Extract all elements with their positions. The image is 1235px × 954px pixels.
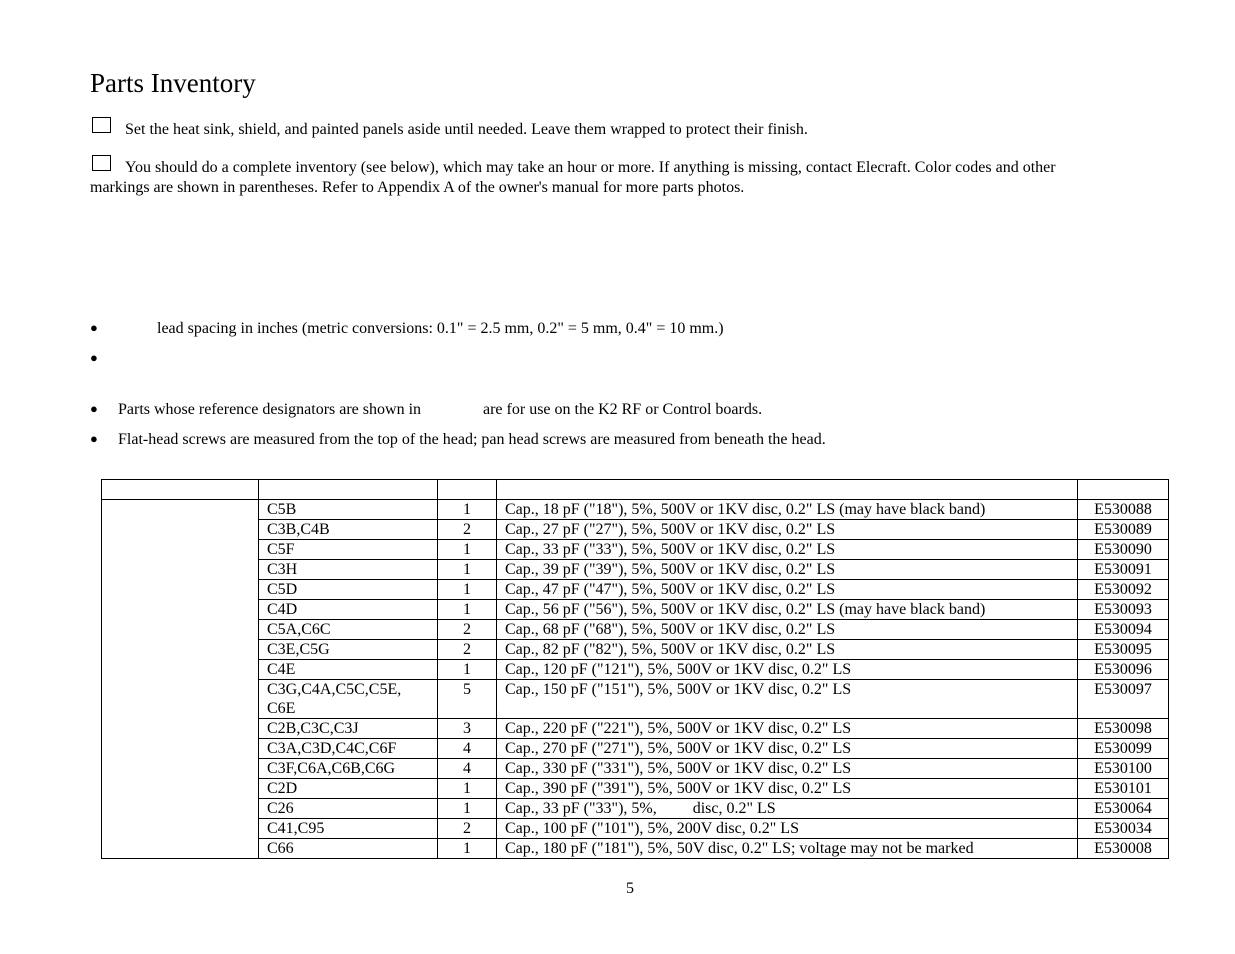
part-number-cell: E530064 (1078, 799, 1169, 819)
table-row (102, 540, 1169, 560)
table-row (102, 759, 1169, 779)
part-number-cell: E530101 (1078, 779, 1169, 799)
ref-text: C3H (267, 561, 298, 578)
bullet-text-ref-designators-b: are for use on the K2 RF or Control boards. (483, 401, 763, 418)
table-row (102, 580, 1169, 600)
qty-cell: 1 (438, 839, 497, 859)
qty-cell: 1 (438, 500, 497, 520)
table-row (102, 739, 1169, 759)
ref-text: C3G,C4A,C5C,C5E, (267, 681, 402, 698)
ref-text: C3E,C5G (267, 641, 330, 658)
qty-cell: 1 (438, 660, 497, 680)
ref-cell (259, 620, 438, 640)
table-row (102, 520, 1169, 540)
table-row (102, 600, 1169, 620)
qty-cell: 1 (438, 600, 497, 620)
bullet-text-lead-spacing: lead spacing in inches (metric conversions: 0.1" = 2.5 mm, 0.2" = 5 mm, 0.4" = 10 mm.) (157, 320, 724, 337)
description-cell: Cap., 120 pF ("121"), 5%, 500V or 1KV disc, 0.2" LS (497, 660, 1078, 680)
part-number-cell: E530095 (1078, 640, 1169, 660)
qty-cell: 2 (438, 819, 497, 839)
qty-cell: 4 (438, 739, 497, 759)
bullet-text-ref-designators-a: Parts whose reference designators are shown in (118, 401, 422, 418)
ref-text: C4E (267, 661, 296, 678)
description-cell: Cap., 68 pF ("68"), 5%, 500V or 1KV disc, 0.2" LS (497, 620, 1078, 640)
ref-text: C3B,C4B (267, 521, 330, 538)
ref-text: C3A,C3D,C4C,C6F (267, 740, 397, 757)
ref-text: C5A,C6C (267, 621, 331, 638)
ref-cell (259, 640, 438, 660)
part-number-cell: E530093 (1078, 600, 1169, 620)
step-text-2-line1: You should do a complete inventory (see below), which may take an hour or more. If anything is missing, contact Elecraft. Color codes and other (125, 159, 1056, 176)
header-cell (259, 480, 438, 500)
header-cell (102, 480, 259, 500)
step-text-2-line2: markings are shown in parentheses. Refer to Appendix A of the owner's manual for more parts photos. (90, 179, 745, 196)
ref-text: C4D (267, 601, 298, 618)
bullet-icon: ● (90, 431, 98, 446)
description-cell: Cap., 390 pF ("391"), 5%, 500V or 1KV disc, 0.2" LS (497, 779, 1078, 799)
description-cell: Cap., 33 pF ("33"), 5%, 500V or 1KV disc, 0.2" LS (497, 540, 1078, 560)
table-row (102, 680, 1169, 719)
qty-cell: 5 (438, 680, 497, 719)
description-cell: Cap., 100 pF ("101"), 5%, 200V disc, 0.2" LS (497, 819, 1078, 839)
description-cell: Cap., 150 pF ("151"), 5%, 500V or 1KV disc, 0.2" LS (497, 680, 1078, 719)
qty-cell: 1 (438, 779, 497, 799)
part-number-cell: E530096 (1078, 660, 1169, 680)
ref-cell (259, 580, 438, 600)
parts-table (101, 479, 1169, 859)
step-checkbox-2[interactable] (92, 155, 111, 171)
ref-cell (259, 779, 438, 799)
qty-cell: 2 (438, 640, 497, 660)
table-row (102, 560, 1169, 580)
table-row (102, 500, 1169, 520)
bullet-text-screws: Flat-head screws are measured from the top of the head; pan head screws are measured from beneath the head. (118, 431, 826, 448)
part-number-cell: E530092 (1078, 580, 1169, 600)
page-title: Parts Inventory (90, 68, 256, 98)
ref-text: C2B,C3C,C3J (267, 720, 359, 737)
description-cell: Cap., 27 pF ("27"), 5%, 500V or 1KV disc, 0.2" LS (497, 520, 1078, 540)
description-cell: Cap., 18 pF ("18"), 5%, 500V or 1KV disc, 0.2" LS (may have black band) (497, 500, 1078, 520)
ref-cell (259, 839, 438, 859)
ref-cell (259, 660, 438, 680)
ref-cell (259, 759, 438, 779)
qty-cell: 3 (438, 719, 497, 739)
ref-text: C26 (267, 800, 294, 817)
header-cell (438, 480, 497, 500)
step-text-1: Set the heat sink, shield, and painted panels aside until needed. Leave them wrapped to protect their finish. (125, 121, 808, 138)
table-row (102, 779, 1169, 799)
description-cell: Cap., 56 pF ("56"), 5%, 500V or 1KV disc, 0.2" LS (may have black band) (497, 600, 1078, 620)
qty-cell: 2 (438, 520, 497, 540)
part-number-cell: E530097 (1078, 680, 1169, 719)
part-number-cell: E530088 (1078, 500, 1169, 520)
part-number-cell: E530090 (1078, 540, 1169, 560)
table-row (102, 819, 1169, 839)
part-photo-cell (102, 500, 259, 859)
description-cell: Cap., 47 pF ("47"), 5%, 500V or 1KV disc, 0.2" LS (497, 580, 1078, 600)
table-row (102, 620, 1169, 640)
ref-cell (259, 560, 438, 580)
description-cell: Cap., 330 pF ("331"), 5%, 500V or 1KV disc, 0.2" LS (497, 759, 1078, 779)
ref-cell (259, 680, 438, 719)
ref-cell (259, 500, 438, 520)
header-cell (497, 480, 1078, 500)
description-cell: Cap., 180 pF ("181"), 5%, 50V disc, 0.2" LS; voltage may not be marked (497, 839, 1078, 859)
part-number-cell: E530008 (1078, 839, 1169, 859)
qty-cell: 2 (438, 620, 497, 640)
ref-text: C2D (267, 780, 298, 797)
description-cell: Cap., 82 pF ("82"), 5%, 500V or 1KV disc, 0.2" LS (497, 640, 1078, 660)
part-number-cell: E530091 (1078, 560, 1169, 580)
part-number-cell: E530034 (1078, 819, 1169, 839)
qty-cell: 1 (438, 540, 497, 560)
ref-cell (259, 520, 438, 540)
part-number-cell: E530089 (1078, 520, 1169, 540)
ref-cell (259, 799, 438, 819)
table-row (102, 660, 1169, 680)
part-number-cell: E530094 (1078, 620, 1169, 640)
header-cell (1078, 480, 1169, 500)
table-header-row (102, 480, 1169, 500)
ref-text: C3F,C6A,C6B,C6G (267, 760, 396, 777)
ref-text: C5D (267, 581, 298, 598)
table-row (102, 839, 1169, 859)
ref-cell (259, 819, 438, 839)
qty-cell: 1 (438, 560, 497, 580)
description-cell: Cap., 39 pF ("39"), 5%, 500V or 1KV disc, 0.2" LS (497, 560, 1078, 580)
ref-cell (259, 719, 438, 739)
page-number: 5 (626, 880, 634, 897)
part-number-cell: E530099 (1078, 739, 1169, 759)
ref-text: C66 (267, 840, 294, 857)
table-row (102, 799, 1169, 819)
part-number-cell: E530100 (1078, 759, 1169, 779)
qty-cell: 1 (438, 580, 497, 600)
ref-cell (259, 739, 438, 759)
qty-cell: 4 (438, 759, 497, 779)
table-row (102, 640, 1169, 660)
qty-cell: 1 (438, 799, 497, 819)
bullet-icon: ● (90, 350, 98, 365)
ref-cell (259, 600, 438, 620)
ref-text: C5F (267, 541, 295, 558)
step-checkbox-1[interactable] (92, 117, 111, 133)
ref-text-continued: C6E (267, 700, 296, 717)
table-row (102, 719, 1169, 739)
description-cell: Cap., 33 pF ("33"), 5%, disc, 0.2" LS (497, 799, 1078, 819)
part-number-cell: E530098 (1078, 719, 1169, 739)
description-cell: Cap., 270 pF ("271"), 5%, 500V or 1KV disc, 0.2" LS (497, 739, 1078, 759)
bullet-icon: ● (90, 320, 98, 335)
ref-cell (259, 540, 438, 560)
description-cell: Cap., 220 pF ("221"), 5%, 500V or 1KV disc, 0.2" LS (497, 719, 1078, 739)
bullet-icon: ● (90, 401, 98, 416)
ref-text: C41,C95 (267, 820, 325, 837)
ref-text: C5B (267, 501, 297, 518)
